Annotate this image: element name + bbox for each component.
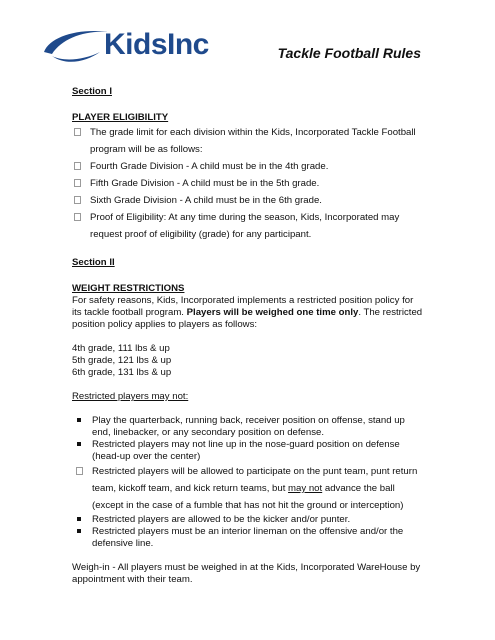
list-item: Sixth Grade Division - A child must be in the 6th grade.	[72, 192, 424, 209]
list-item: Play the quarterback, running back, receiver position on offense, stand up end, linebacker, or any secondary position on defense.	[72, 415, 424, 439]
bullet-icon	[77, 517, 81, 521]
section-heading: PLAYER ELIGIBILITY	[72, 112, 169, 123]
list-item: Fifth Grade Division - A child must be in the 5th grade.	[72, 175, 424, 192]
document-title: Tackle Football Rules	[277, 45, 421, 61]
checkbox-icon	[74, 128, 81, 136]
bullet-icon	[77, 418, 81, 422]
bullet-icon	[77, 442, 81, 446]
restriction-list	[72, 415, 424, 550]
checkbox-icon	[74, 196, 81, 204]
list-item: Restricted players may not line up in the nose-guard position on defense (head-up over the center)	[72, 439, 424, 463]
checkbox-icon	[74, 179, 81, 187]
weight-line: 4th grade, 111 lbs & up	[72, 343, 170, 354]
logo-wordmark: KidsInc	[104, 28, 209, 61]
list-item: Proof of Eligibility: At any time during the season, Kids, Incorporated may request proof of eligibility (grade) for any participant.	[72, 209, 424, 243]
section-heading: WEIGHT RESTRICTIONS	[72, 283, 185, 294]
list-item: Restricted players must be an interior lineman on the offensive and/or the defensive line.	[72, 526, 424, 550]
list-item: Restricted players will be allowed to participate on the punt team, punt return team, kickoff team, and kick return teams, but may not advance the ball (except in the case of a fumble that has not hit the ground or interception)	[72, 463, 424, 514]
restricted-heading: Restricted players may not:	[72, 391, 189, 402]
bullet-icon	[77, 529, 81, 533]
section-label: Section II	[72, 257, 115, 268]
kidsinc-logo	[40, 22, 210, 68]
list-item: Restricted players are allowed to be the kicker and/or punter.	[72, 514, 424, 526]
weight-line: 5th grade, 121 lbs & up	[72, 355, 172, 366]
weight-line: 6th grade, 131 lbs & up	[72, 367, 172, 378]
checkbox-icon	[74, 162, 81, 170]
eligibility-list	[72, 124, 424, 243]
list-item: Fourth Grade Division - A child must be in the 4th grade.	[72, 158, 424, 175]
checkbox-icon	[76, 467, 83, 475]
document-body	[72, 86, 424, 586]
weight-intro: For safety reasons, Kids, Incorporated implements a restricted position policy for its tackle football program. Players will be weighed one time only. The restricted position policy applies to players as follows:	[72, 295, 423, 330]
list-item: The grade limit for each division within the Kids, Incorporated Tackle Football program will be as follows:	[72, 124, 424, 158]
checkbox-icon	[74, 213, 81, 221]
weigh-in-text: Weigh-in - All players must be weighed in at the Kids, Incorporated WareHouse by appointment with their team.	[72, 562, 421, 585]
section-label: Section I	[72, 86, 112, 97]
